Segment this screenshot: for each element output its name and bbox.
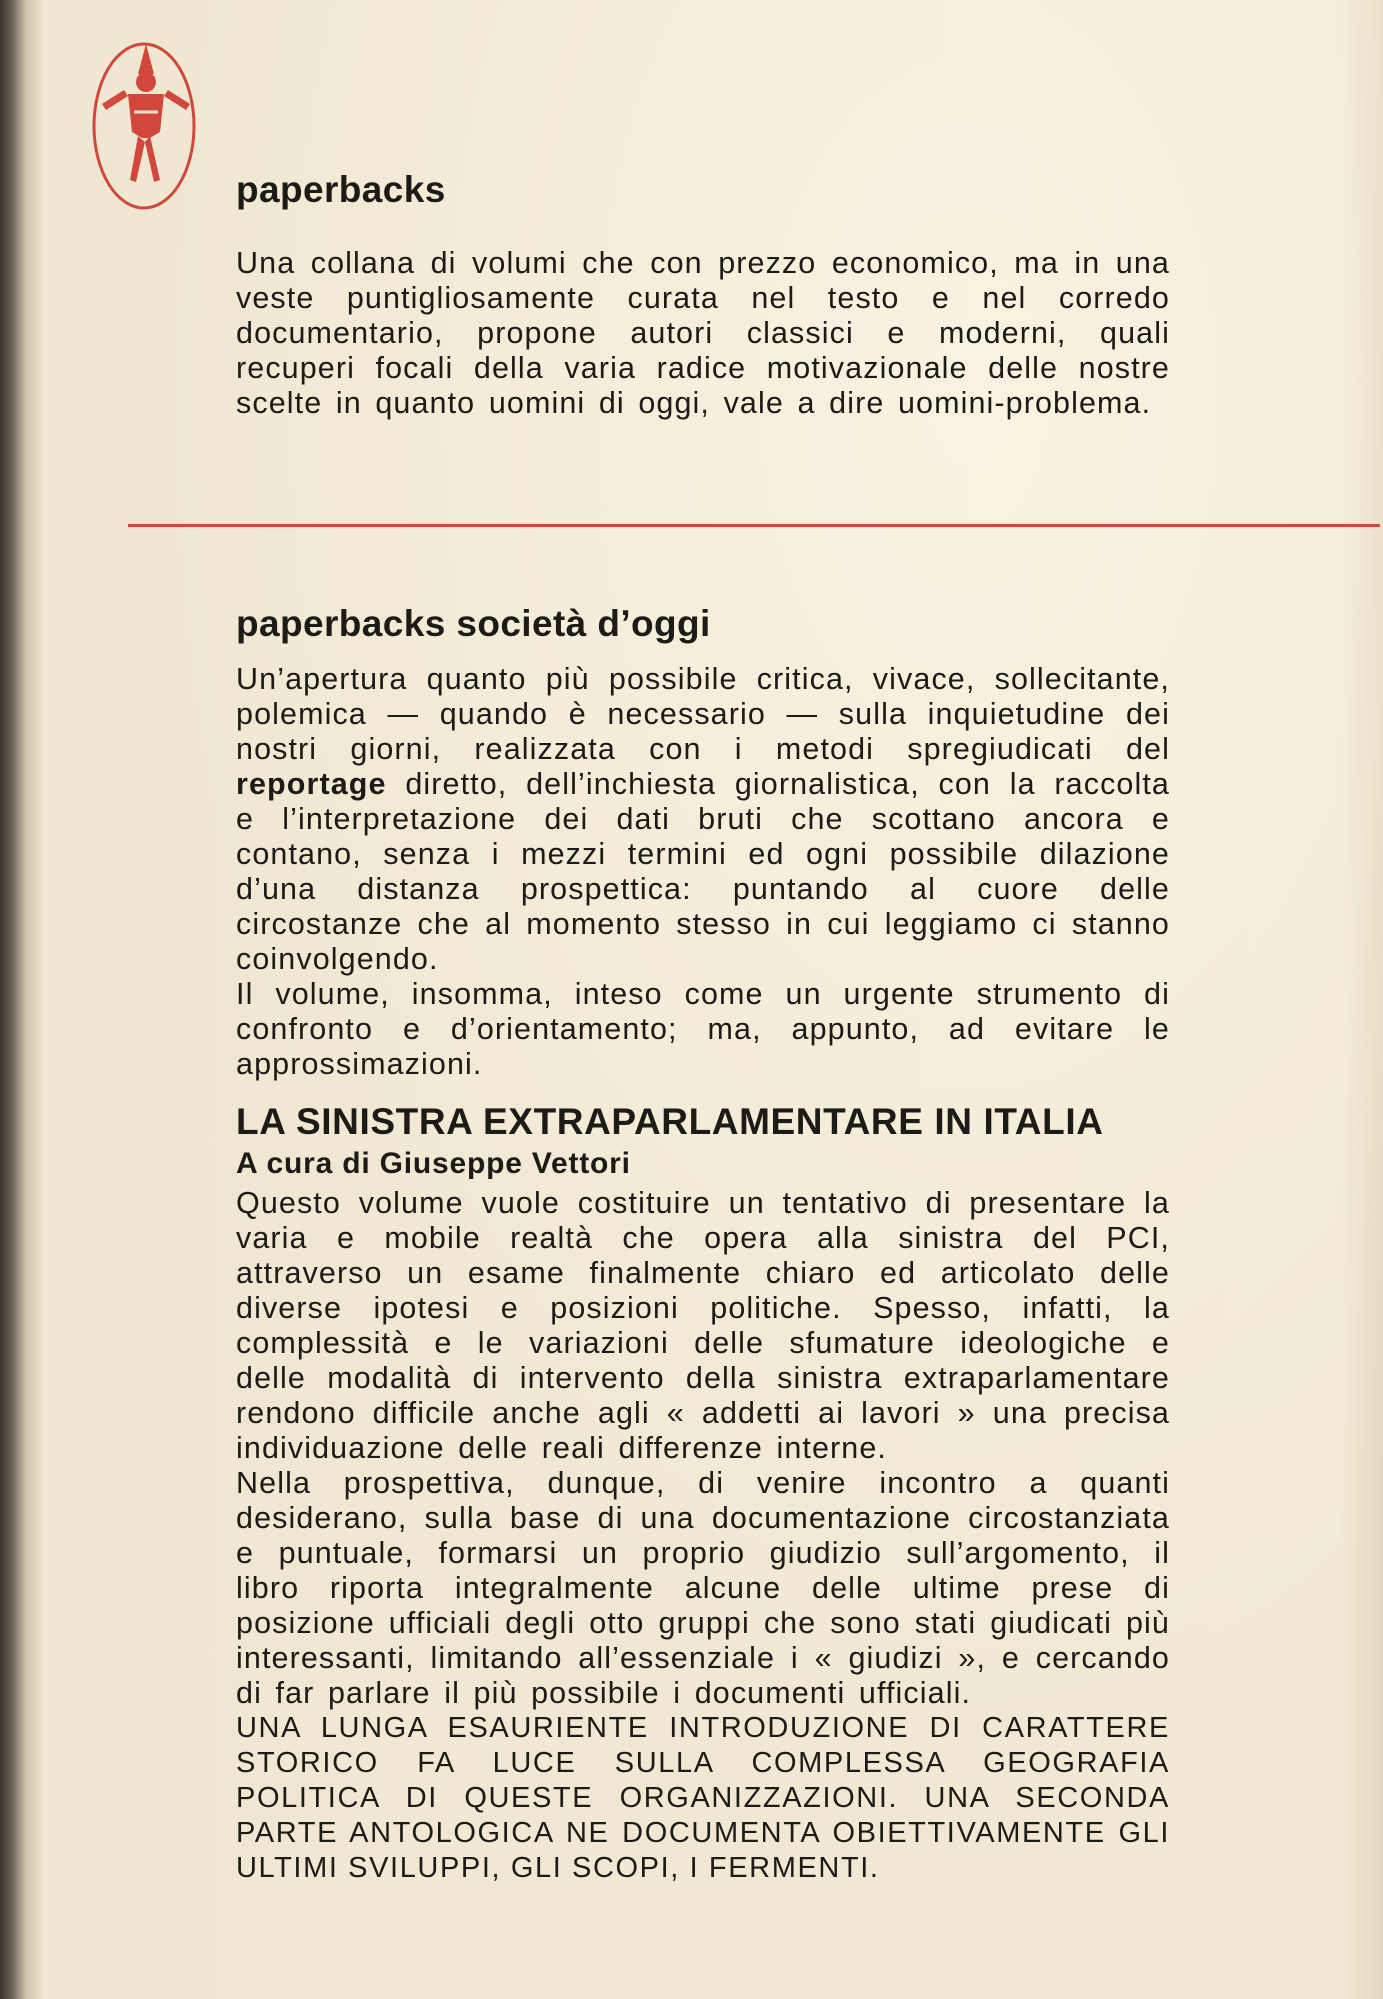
description-emphasis: reportage: [236, 767, 387, 801]
book-editor: A cura di Giuseppe Vettori: [236, 1147, 631, 1180]
series-heading: paperbacks società d’oggi: [236, 603, 711, 644]
book-paragraph: Nella prospettiva, dunque, di venire incontro a quanti desiderano, sulla base di una documentazione circostanziata e puntuale, formarsi un proprio giudizio sull’argomento, il libro riporta integralmente alcune delle ultime prese di posizione ufficiali degli otto gruppi che sono stati giudicati più interessanti, limitando all’essenziale i « giudizi », e cercando di far parlare il più possibile i documenti ufficiali.: [236, 1466, 1170, 1710]
red-divider: [128, 524, 1380, 527]
book-paragraph-caps: UNA LUNGA ESAURIENTE INTRODUZIONE DI CARATTERE STORICO FA LUCE SULLA COMPLESSA GEOGRAFIA POLITICA DI QUESTE ORGANIZZAZIONI. UNA SECONDA PARTE ANTOLOGICA NE DOCUMENTA OBIETTIVAMENTE GLI ULTIMI SVILUPPI, GLI SCOPI, I FERMENTI.: [236, 1712, 1170, 1884]
book-section: [236, 1100, 1170, 1886]
series-heading: paperbacks: [236, 169, 446, 210]
description-text: diretto, dell’inchiesta giornalistica, con la raccolta e l’interpretazione dei dati bruti che scottano ancora e contano, senza i mezzi termini ed ogni possibile dilazione d’una distanza prospettica: puntando al cuore delle circostanze che al momento stesso in cui leggiamo ci stanno coinvolgendo.: [236, 767, 1170, 976]
series-paperbacks: [236, 168, 1170, 212]
series-description: [236, 662, 1170, 977]
series-societa-doggi-body: [236, 662, 1170, 1082]
book-title: LA SINISTRA EXTRAPARLAMENTARE IN ITALIA: [236, 1101, 1104, 1142]
book-paragraph: Questo volume vuole costituire un tentativo di presentare la varia e mobile realtà che opera alla sinistra del PCI, attraverso un esame finalmente chiaro ed articolato delle diverse ipotesi e posizioni politiche. Spesso, infatti, la complessità e le variazioni delle sfumature ideologiche e delle modalità di intervento della sinistra extraparlamentare rendono difficile anche agli « addetti ai lavori » una precisa individuazione delle reali differenze interne.: [236, 1186, 1170, 1465]
series-description: Una collana di volumi che con prezzo economico, ma in una veste puntigliosamente curata nel testo e nel corredo documentario, propone autori classici e moderni, quali recuperi focali della varia radice motivazionale delle nostre scelte in quanto uomini di oggi, vale a dire uomini-problema.: [236, 246, 1170, 420]
publisher-jester-emblem-icon: [88, 34, 200, 214]
series-paperbacks-body: [236, 246, 1170, 421]
series-societa-doggi: [236, 602, 1170, 646]
series-description-2: Il volume, insomma, inteso come un urgente strumento di confronto e d’orientamento; ma, appunto, ad evitare le approssimazioni.: [236, 977, 1170, 1081]
description-text: Un’apertura quanto più possibile critica, vivace, sollecitante, polemica — quando è necessario — sulla inquietudine dei nostri giorni, realizzata con i metodi spregiudicati del: [236, 662, 1170, 766]
